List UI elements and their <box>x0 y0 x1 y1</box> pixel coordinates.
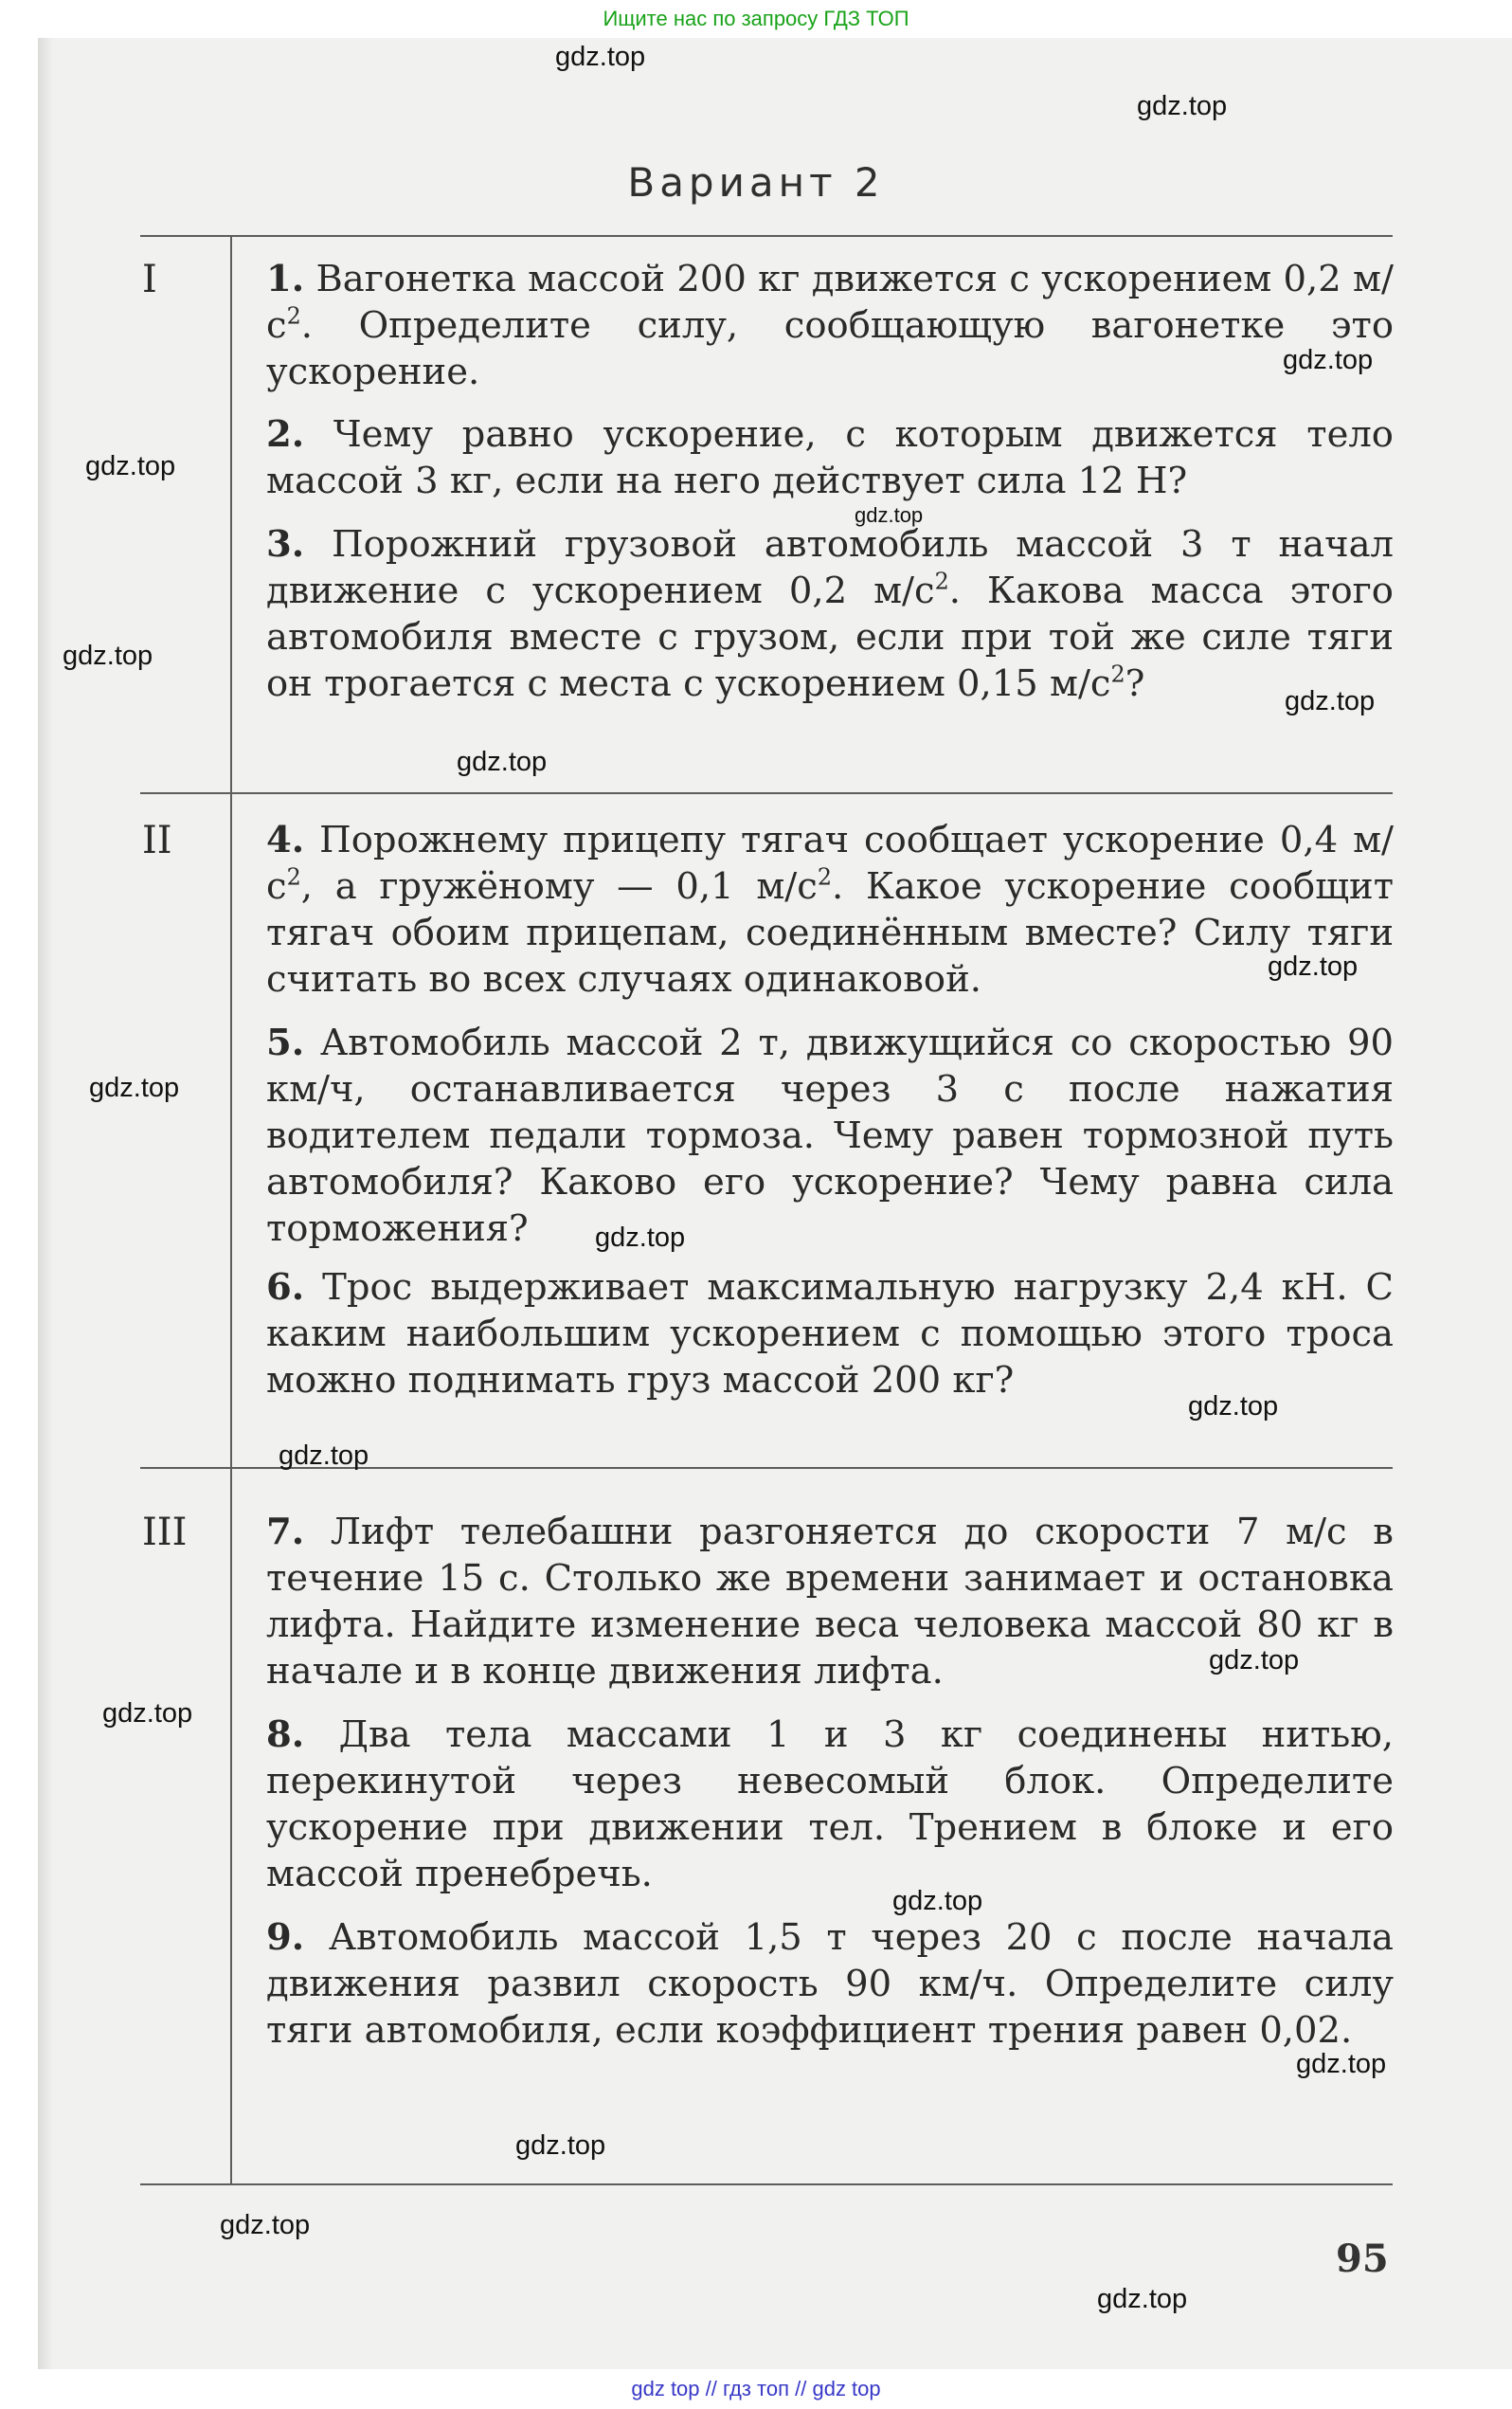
task-number: 1. <box>266 258 305 300</box>
section-label-1: I <box>142 258 157 301</box>
task-9 <box>266 1914 1394 2054</box>
watermark: gdz.top <box>1283 345 1374 375</box>
watermark: gdz.top <box>85 451 176 481</box>
task-number: 4. <box>266 819 305 861</box>
bottom-banner[interactable]: gdz top // гдз топ // gdz top <box>0 2369 1512 2409</box>
task-1 <box>266 256 1394 395</box>
task-number: 3. <box>266 523 305 566</box>
superscript: 2 <box>934 568 949 595</box>
task-text: Чему равно ускорение, с которым движется тело массой 3 кг, если на него действует сила 12 Н? <box>266 413 1394 502</box>
watermark: gdz.top <box>1137 91 1228 121</box>
task-text: Два тела массами 1 и 3 кг соединены нитью, перекинутой через невесомый блок. Определите ускорение при движении тел. Трением в блоке и его массой пренебречь. <box>266 1713 1394 1895</box>
watermark: gdz.top <box>89 1073 180 1103</box>
table-column-rule <box>230 235 232 2183</box>
section-label-3: III <box>142 1511 188 1554</box>
task-number: 2. <box>266 413 305 456</box>
task-number: 6. <box>266 1266 305 1309</box>
watermark: gdz.top <box>555 42 646 72</box>
section-label-2: II <box>142 819 172 862</box>
task-text-cont: . Какова масса этого автомобиля вместе с грузом, если при той же силе тяги он трогается с места с ускорением 0,15 м/с <box>266 570 1394 705</box>
table-top-rule <box>140 235 1393 237</box>
watermark: gdz.top <box>1296 2049 1387 2079</box>
watermark: gdz.top <box>892 1886 983 1916</box>
task-3 <box>266 521 1394 707</box>
watermark: gdz.top <box>279 1440 369 1471</box>
task-text-end: . Какое ускорение сообщит тягач обоим прицепам, соединённым вместе? Силу тяги считать во всех случаях одинаковой. <box>266 865 1394 1001</box>
watermark: gdz.top <box>515 2130 606 2161</box>
top-banner[interactable]: Ищите нас по запросу ГДЗ ТОП <box>0 0 1512 38</box>
task-text: Порожнему прицепу тягач сообщает ускорение 0,4 м/с <box>266 819 1394 908</box>
watermark: gdz.top <box>595 1223 686 1253</box>
watermark: gdz.top <box>102 1698 193 1729</box>
task-text-end: ? <box>1125 662 1145 705</box>
watermark: gdz.top <box>1268 951 1359 982</box>
watermark: gdz.top <box>855 503 924 527</box>
watermark: gdz.top <box>1097 2284 1188 2314</box>
watermark: gdz.top <box>1188 1391 1279 1422</box>
page-spine-shadow <box>38 38 53 2369</box>
watermark: gdz.top <box>220 2210 311 2240</box>
superscript: 2 <box>286 863 301 891</box>
task-8 <box>266 1712 1394 1897</box>
watermark: gdz.top <box>457 747 548 777</box>
page-number: 95 <box>1336 2237 1389 2281</box>
task-number: 5. <box>266 1022 305 1064</box>
task-text: Автомобиль массой 1,5 т через 20 с после начала движения развил скорость 90 км/ч. Определите силу тяги автомобиля, если коэффициент трения равен 0,02. <box>266 1916 1394 2052</box>
task-2 <box>266 411 1394 504</box>
table-bottom-rule <box>140 2183 1393 2185</box>
task-text-cont: . Определите силу, сообщающую вагонетке это ускорение. <box>266 304 1394 393</box>
task-6 <box>266 1264 1394 1404</box>
task-number: 8. <box>266 1713 305 1756</box>
superscript: 2 <box>1110 661 1125 688</box>
task-text: Автомобиль массой 2 т, движущийся со скоростью 90 км/ч, останавливается через 3 с после нажатия водителем педали тормоза. Чему равен тормозной путь автомобиля? Каково его ускорение? Чему равна сила торможения? <box>266 1022 1394 1250</box>
variant-title: Вариант 2 <box>627 159 885 206</box>
task-number: 7. <box>266 1511 305 1553</box>
task-text: Вагонетка массой 200 кг движется с ускорением 0,2 м/с <box>266 258 1394 347</box>
section-divider-1 <box>140 792 1393 794</box>
task-text-cont: , а гружёному — 0,1 м/с <box>300 865 818 908</box>
task-text: Лифт телебашни разгоняется до скорости 7 м/с в течение 15 с. Столько же времени занимает и остановка лифта. Найдите изменение веса человека массой 80 кг в начале и в конце движения лифта. <box>266 1511 1394 1693</box>
superscript: 2 <box>286 302 301 330</box>
task-4 <box>266 817 1394 1003</box>
task-text: Трос выдерживает максимальную нагрузку 2,4 кН. С каким наибольшим ускорением с помощью этого троса можно поднимать груз массой 200 кг? <box>266 1266 1394 1402</box>
watermark: gdz.top <box>1209 1645 1300 1675</box>
task-number: 9. <box>266 1916 305 1959</box>
watermark: gdz.top <box>1285 686 1376 716</box>
superscript: 2 <box>817 863 832 891</box>
task-5 <box>266 1020 1394 1252</box>
watermark: gdz.top <box>63 641 153 671</box>
task-text: Порожний грузовой автомобиль массой 3 т начал движение с ускорением 0,2 м/с <box>266 523 1394 612</box>
